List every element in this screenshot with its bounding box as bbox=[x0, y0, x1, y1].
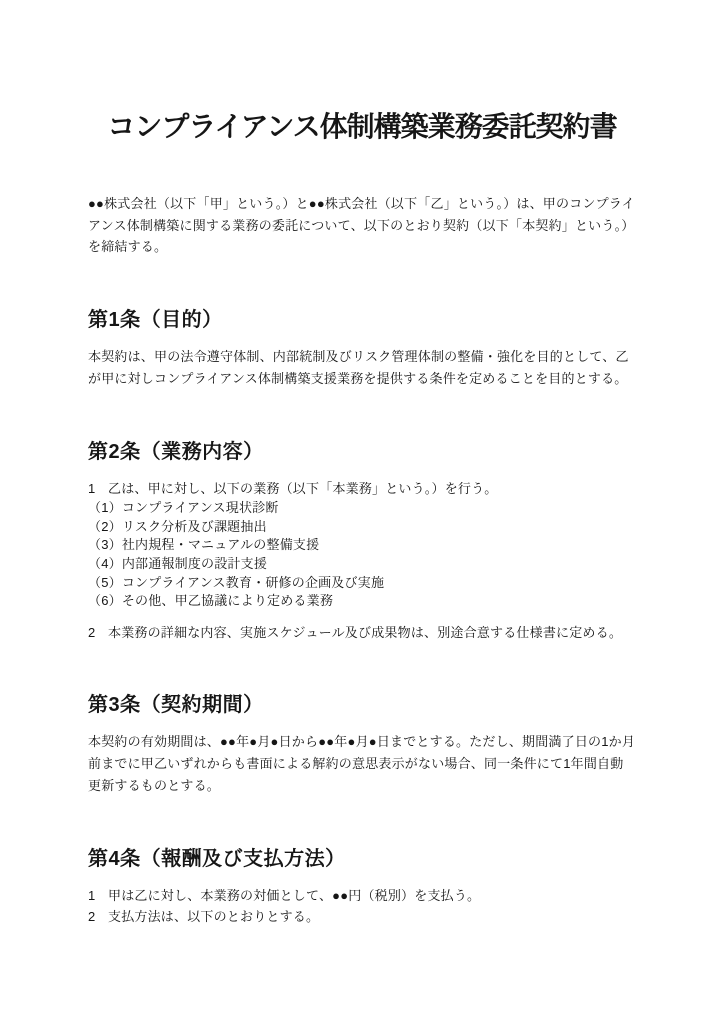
article-2-clause-1 bbox=[88, 478, 636, 500]
article-1-body: 本契約は、甲の法令遵守体制、内部統制及びリスク管理体制の整備・強化を目的として、乙が甲に対しコンプライアンス体制構築支援業務を提供する条件を定めることを目的とする。 bbox=[88, 349, 629, 386]
article-3-contract-term bbox=[88, 691, 636, 796]
clause-text: 本業務の詳細な内容、実施スケジュール及び成果物は、別途合意する仕様書に定める。 bbox=[108, 624, 623, 640]
list-item-5: （5）コンプライアンス教育・研修の企画及び実施 bbox=[88, 574, 385, 590]
article-3-heading: 第3条（契約期間） bbox=[88, 694, 264, 717]
clause-number: 2 bbox=[88, 624, 96, 640]
article-4-fees-and-payment bbox=[88, 845, 636, 928]
list-item-1: （1）コンプライアンス現状診断 bbox=[88, 500, 279, 516]
article-2-service-list bbox=[88, 499, 636, 611]
clause-text: 甲は乙に対し、本業務の対価として、●●円（税別）を支払う。 bbox=[108, 887, 481, 903]
article-3-body: 本契約の有効期間は、●●年●月●日から●●年●月●日までとする。ただし、期間満了日の1か月前までに甲乙いずれからも書面による解約の意思表示がない場合、同一条件にて1年間自動更新するものとする。 bbox=[88, 734, 636, 793]
list-item-4: （4）内部通報制度の設計支援 bbox=[88, 556, 268, 571]
article-4-clause-2 bbox=[88, 906, 636, 928]
clause-number: 1 bbox=[88, 887, 96, 903]
article-2-clause-2 bbox=[88, 622, 636, 644]
list-item-2: （2）リスク分析及び課題抽出 bbox=[88, 518, 267, 534]
article-4-heading: 第4条（報酬及び支払方法） bbox=[88, 847, 346, 870]
article-4-clause-1 bbox=[88, 885, 636, 907]
article-1-purpose bbox=[88, 306, 636, 389]
article-1-heading: 第1条（目的） bbox=[88, 309, 223, 332]
page-title: コンプライアンス体制構築業務委託契約書 bbox=[107, 111, 617, 142]
preamble-paragraph: ●●株式会社（以下「甲」という。）と●●株式会社（以下「乙」という。）は、甲のコンプライアンス体制構築に関する業務の委託について、以下のとおり契約（以下「本契約」という。）を締結する。 bbox=[88, 196, 635, 255]
clause-number: 2 bbox=[88, 909, 96, 925]
clause-number: 1 bbox=[88, 480, 96, 496]
article-2-heading: 第2条（業務内容） bbox=[88, 440, 264, 463]
article-2-scope-of-services bbox=[88, 438, 636, 644]
clause-text: 支払方法は、以下のとおりとする。 bbox=[108, 909, 320, 925]
clause-text: 乙は、甲に対し、以下の業務（以下「本業務」という。）を行う。 bbox=[108, 480, 498, 496]
list-item-6: （6）その他、甲乙協議により定める業務 bbox=[88, 593, 334, 609]
list-item-3: （3）社内規程・マニュアルの整備支援 bbox=[88, 537, 320, 553]
